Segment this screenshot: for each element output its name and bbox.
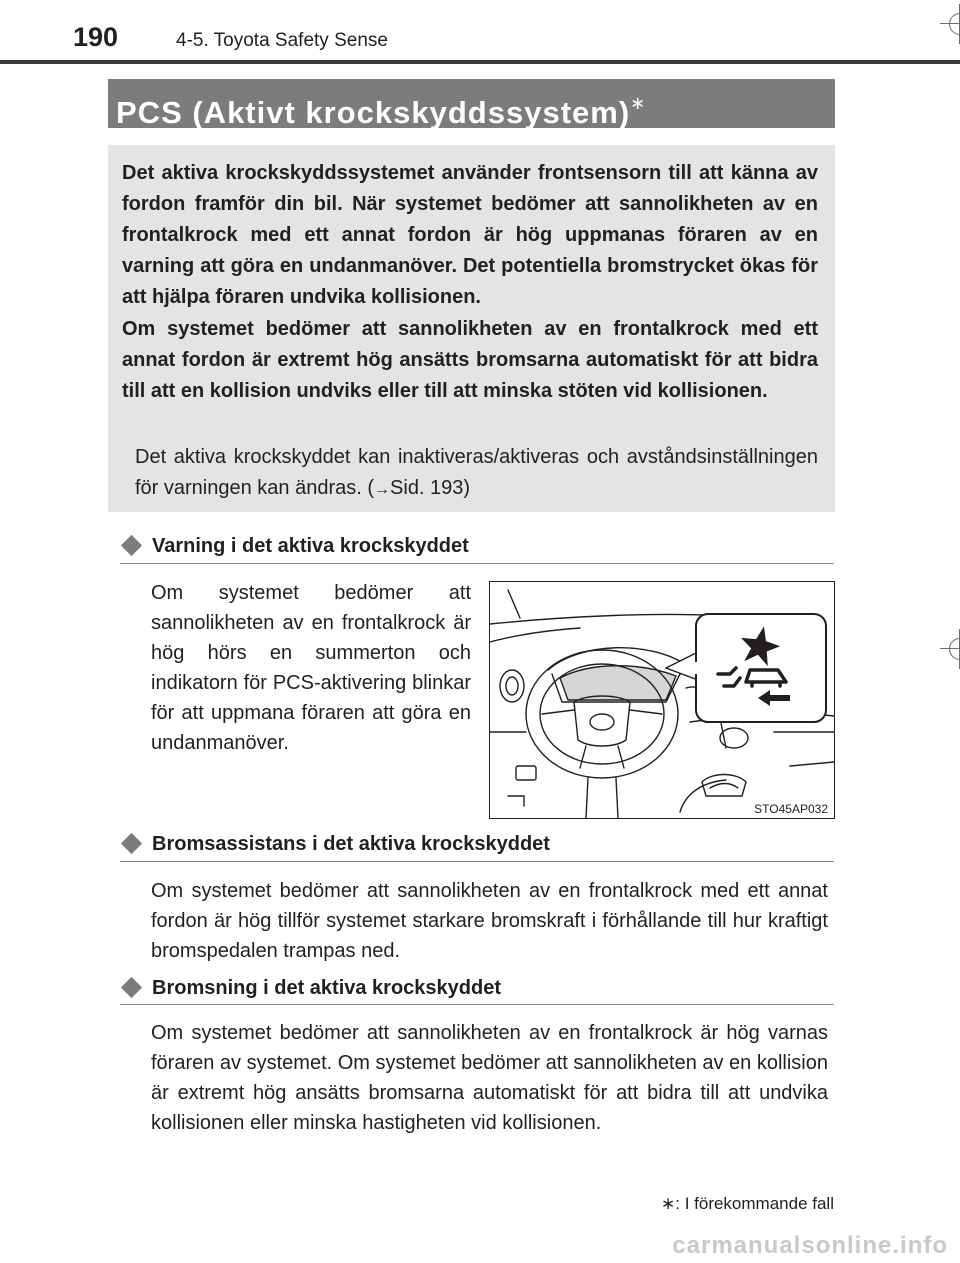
title-asterisk: ∗ xyxy=(630,93,647,113)
section-heading-varning xyxy=(120,533,469,559)
footnote-asterisk: ∗ xyxy=(661,1194,676,1213)
intro-box xyxy=(108,145,835,512)
intro-paragraph-1: Det aktiva krockskyddssystemet använder frontsensorn till att känna av fordon framför din bil. När systemet bedömer att sannolikheten av en frontalkrock med ett annat fordon är hög uppmanas föraren av en varning att göra en undanmanöver. Det potentiella bromstrycket ökas för att hjälpa föraren undvika kollisionen. xyxy=(122,162,818,308)
diamond-bullet-icon xyxy=(121,535,142,556)
crop-mark-top-right xyxy=(940,4,960,44)
illustration-code: STO45AP032 xyxy=(754,802,828,816)
header-rule xyxy=(0,60,960,64)
section-body-bromsning: Om systemet bedömer att sannolikheten av en frontalkrock är hög varnas föraren av systemet. Om systemet bedömer att sannolikheten av en kollision är extremt hög ansätts bromsarna automatiskt för att bidra till att undvika kollisionen eller minska hastigheten vid kollisionen. xyxy=(151,1022,828,1134)
title-bar xyxy=(108,79,835,128)
section-rule xyxy=(120,563,834,564)
intro-note-link[interactable]: Sid. 193) xyxy=(390,477,471,499)
section-rule xyxy=(120,861,834,862)
dashboard-illustration xyxy=(490,582,834,818)
page-title xyxy=(116,85,646,131)
page-title-text: PCS (Aktivt krockskyddssystem) xyxy=(116,95,631,130)
intro-note-text: Det aktiva krockskyddet kan inaktiveras/aktiveras och avståndsinställningen för varningen kan ändras. ( xyxy=(135,446,818,499)
diamond-bullet-icon xyxy=(121,977,142,998)
illustration xyxy=(489,581,835,819)
section-heading-text: Bromsassistans i det aktiva krockskyddet xyxy=(152,833,550,855)
page-number: 190 xyxy=(73,22,119,52)
section-heading-bromsassistans xyxy=(120,831,550,857)
crop-mark-right-middle xyxy=(940,629,960,669)
arrow-right-icon: → xyxy=(374,481,391,498)
section-heading-bromsning xyxy=(120,975,501,1001)
section-body-bromsassistans: Om systemet bedömer att sannolikheten av en frontalkrock med ett annat fordon är hög tillför systemet starkare bromskraft i förhållande till hur kraftigt bromspedalen trampas ned. xyxy=(151,880,828,962)
intro-paragraph-2: Om systemet bedömer att sannolikheten av en frontalkrock med ett annat fordon är extremt hög ansätts bromsarna automatiskt för att bidra till att en kollision undviks eller till att minska stöten vid kollisionen. xyxy=(122,318,818,402)
footnote-text: : I förekommande fall xyxy=(675,1194,834,1213)
section-heading-text: Bromsning i det aktiva krockskyddet xyxy=(152,977,502,999)
section-body-varning: Om systemet bedömer att sannolikheten av en frontalkrock är hög hörs en summerton och indikatorn för PCS-aktivering blinkar för att uppmana föraren att göra en undanmanöver. xyxy=(151,582,471,754)
footnote xyxy=(661,1193,834,1215)
diamond-bullet-icon xyxy=(121,833,142,854)
section-heading-text: Varning i det aktiva krockskyddet xyxy=(152,535,469,557)
intro-note xyxy=(135,442,818,505)
section-rule xyxy=(120,1004,834,1005)
section-header: 4-5. Toyota Safety Sense xyxy=(176,30,388,51)
watermark: carmanualsonline.info xyxy=(672,1232,948,1259)
